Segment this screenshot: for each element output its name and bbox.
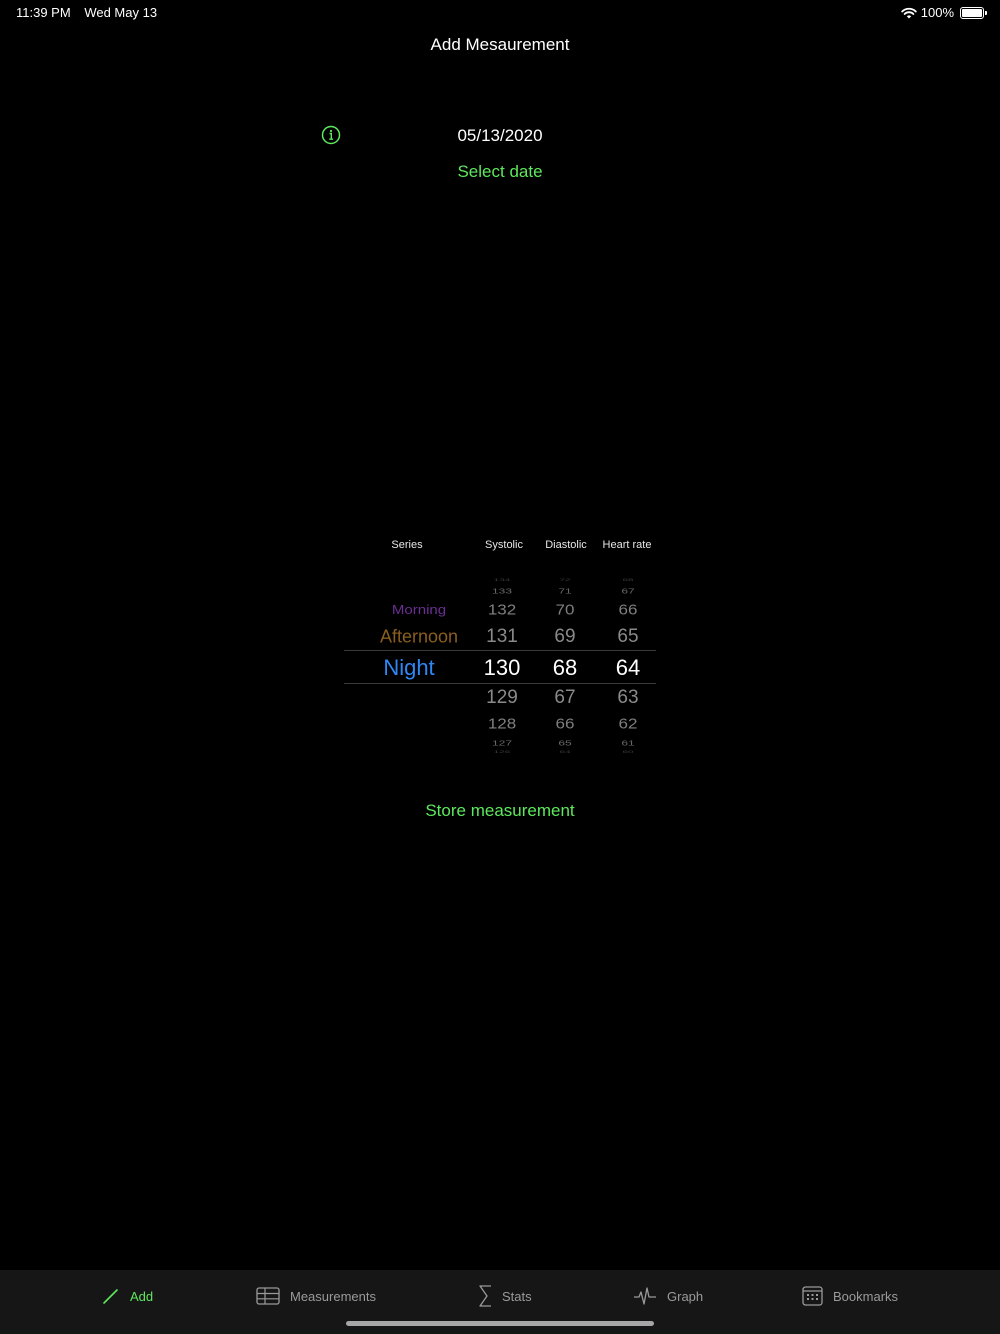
tab-bookmarks[interactable] [802, 1285, 898, 1307]
series-option-morning[interactable]: Morning [391, 602, 447, 618]
heart-rate-option[interactable]: 60 [622, 749, 634, 755]
diastolic-option[interactable]: 72 [559, 577, 571, 583]
status-right [901, 5, 984, 20]
calendar-icon [802, 1286, 823, 1306]
status-date: Wed May 13 [84, 5, 158, 20]
tab-bookmarks-label: Bookmarks [833, 1288, 899, 1304]
series-option-afternoon[interactable]: Afternoon [379, 626, 459, 647]
status-bar [0, 0, 1000, 24]
battery-fill [962, 9, 982, 17]
status-left [16, 5, 167, 20]
diastolic-option[interactable]: 64 [559, 749, 571, 755]
heart-rate-option[interactable]: 66 [618, 601, 638, 618]
heart-rate-option-selected[interactable]: 64 [615, 655, 641, 680]
wifi-icon [901, 7, 917, 19]
page-title: Add Mesaurement [430, 35, 570, 54]
systolic-option-selected[interactable]: 130 [483, 655, 521, 680]
diastolic-option[interactable]: 67 [554, 687, 576, 708]
diastolic-wheel[interactable] [535, 570, 595, 755]
tab-measurements-label: Measurements [290, 1288, 376, 1304]
picker-header-series: Series [391, 539, 423, 551]
selection-line-bottom [344, 683, 656, 684]
systolic-option[interactable]: 133 [491, 586, 513, 596]
battery-icon [960, 7, 984, 19]
tab-add-label: Add [130, 1288, 154, 1304]
diastolic-option[interactable]: 65 [558, 738, 572, 748]
picker-header-heart-rate: Heart rate [602, 539, 652, 551]
tab-measurements[interactable] [256, 1285, 376, 1307]
systolic-option[interactable]: 127 [491, 738, 513, 748]
diastolic-option[interactable]: 69 [554, 626, 576, 647]
systolic-option[interactable]: 129 [486, 687, 518, 708]
table-icon [256, 1287, 280, 1305]
systolic-option[interactable]: 134 [493, 577, 511, 583]
systolic-option[interactable]: 132 [487, 601, 517, 618]
tab-stats[interactable] [478, 1285, 532, 1307]
diastolic-option[interactable]: 66 [555, 715, 575, 732]
picker-header-systolic: Systolic [485, 539, 523, 551]
tab-graph[interactable] [633, 1285, 703, 1307]
store-measurement-button[interactable]: Store measurement [425, 801, 575, 820]
heart-rate-wheel[interactable] [598, 570, 658, 755]
heart-rate-option[interactable]: 68 [622, 577, 634, 583]
systolic-option[interactable]: 131 [486, 626, 518, 647]
tab-stats-label: Stats [502, 1288, 532, 1304]
sigma-icon [478, 1284, 492, 1308]
heart-rate-option[interactable]: 67 [621, 586, 635, 596]
tab-graph-label: Graph [667, 1288, 704, 1304]
date-value: 05/13/2020 [457, 126, 543, 145]
diastolic-option-selected[interactable]: 68 [552, 655, 578, 680]
battery-percent: 100% [920, 5, 954, 20]
status-time: 11:39 PM [16, 5, 71, 20]
waveform-icon [633, 1286, 657, 1306]
systolic-option[interactable]: 126 [493, 749, 511, 755]
selection-line-top [344, 650, 656, 651]
systolic-wheel[interactable] [472, 570, 532, 755]
heart-rate-option[interactable]: 61 [621, 738, 635, 748]
heart-rate-option[interactable]: 62 [618, 715, 638, 732]
series-option-night[interactable]: Night [383, 655, 435, 680]
diastolic-option[interactable]: 70 [555, 601, 575, 618]
home-indicator[interactable] [346, 1321, 654, 1326]
systolic-option[interactable]: 128 [487, 715, 517, 732]
measurement-picker[interactable] [344, 530, 656, 760]
pencil-icon [102, 1287, 120, 1305]
select-date-button[interactable]: Select date [457, 162, 543, 181]
heart-rate-option[interactable]: 65 [617, 626, 639, 647]
heart-rate-option[interactable]: 63 [617, 687, 639, 708]
picker-header-diastolic: Diastolic [545, 539, 587, 551]
tab-add[interactable] [102, 1285, 153, 1307]
diastolic-option[interactable]: 71 [558, 586, 572, 596]
